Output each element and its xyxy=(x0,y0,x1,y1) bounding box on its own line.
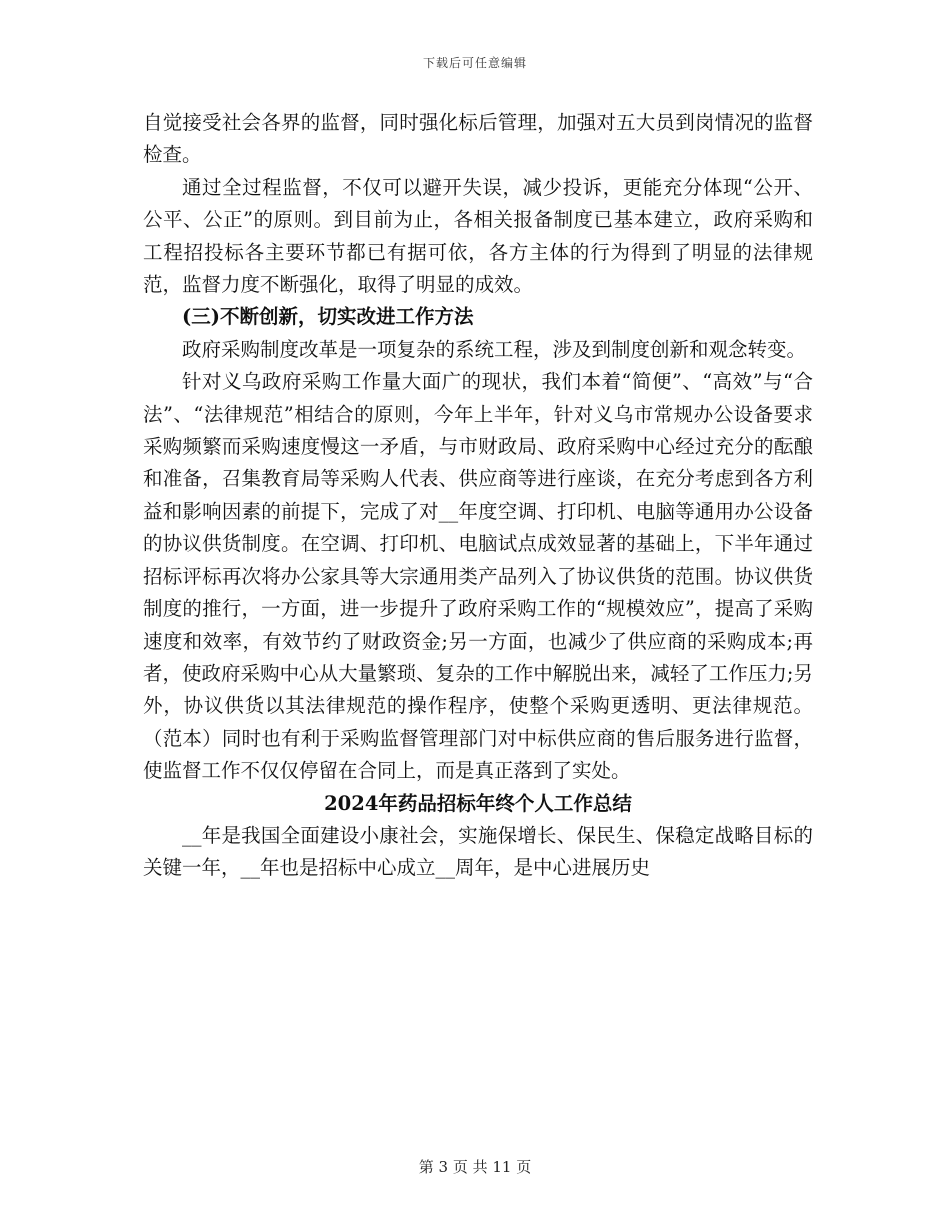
document-title: 2024年药品招标年终个人工作总结 xyxy=(324,791,632,815)
paragraph-supervision: 通过全过程监督，不仅可以避开失误，减少投诉，更能充分体现“公开、公平、公正”的原则。到目前为止，各相关报备制度已基本建立，政府采购和工程招投标各主要环节都已有据可依，各方主体的行为得到了明显的法律规范，监督力度不断强化，取得了明显的成效。 xyxy=(143,175,813,297)
paragraph-intro: __年是我国全面建设小康社会，实施保增长、保民生、保稳定战略目标的关键一年，__年也是招标中心成立__周年，是中心进展历史 xyxy=(143,823,813,880)
page-header-note: 下载后可任意编辑 xyxy=(422,56,527,70)
document-body xyxy=(143,107,813,885)
paragraph-procurement: 针对义乌政府采购工作量大面广的现状，我们本着“简便”、“高效”与“合法”、“法律规范”相结合的原则，今年上半年，针对义乌市常规办公设备要求采购频繁而采购速度慢这一矛盾，与市财政局、政府采购中心经过充分的酝酿和准备，召集教育局等采购人代表、供应商等进行座谈，在充分考虑到各方利益和影响因素的前提下，完成了对__年度空调、打印机、电脑等通用办公设备的协议供货制度。在空调、打印机、电脑试点成效显著的基础上，下半年通过招标评标再次将办公家具等大宗通用类产品列入了协议供货的范围。协议供货制度的推行，一方面，进一步提升了政府采购工作的“规模效应”，提高了采购速度和效率，有效节约了财政资金;另一方面，也减少了供应商的采购成本;再者，使政府采购中心从大量繁琐、复杂的工作中解脱出来，减轻了工作压力;另外，协议供货以其法律规范的操作程序，使整个采购更透明、更法律规范。（范本）同时也有利于采购监督管理部门对中标供应商的售后服务进行监督，使监督工作不仅仅停留在合同上，而是真正落到了实处。 xyxy=(143,370,813,783)
section-heading: (三)不断创新，切实改进工作方法 xyxy=(182,305,474,329)
page-number: 第 3 页 共 11 页 xyxy=(418,1158,532,1176)
paragraph-reform: 政府采购制度改革是一项复杂的系统工程，涉及到制度创新和观念转变。 xyxy=(182,337,807,361)
paragraph-continuation: 自觉接受社会各界的监督，同时强化标后管理，加强对五大员到岗情况的监督检查。 xyxy=(143,111,813,167)
